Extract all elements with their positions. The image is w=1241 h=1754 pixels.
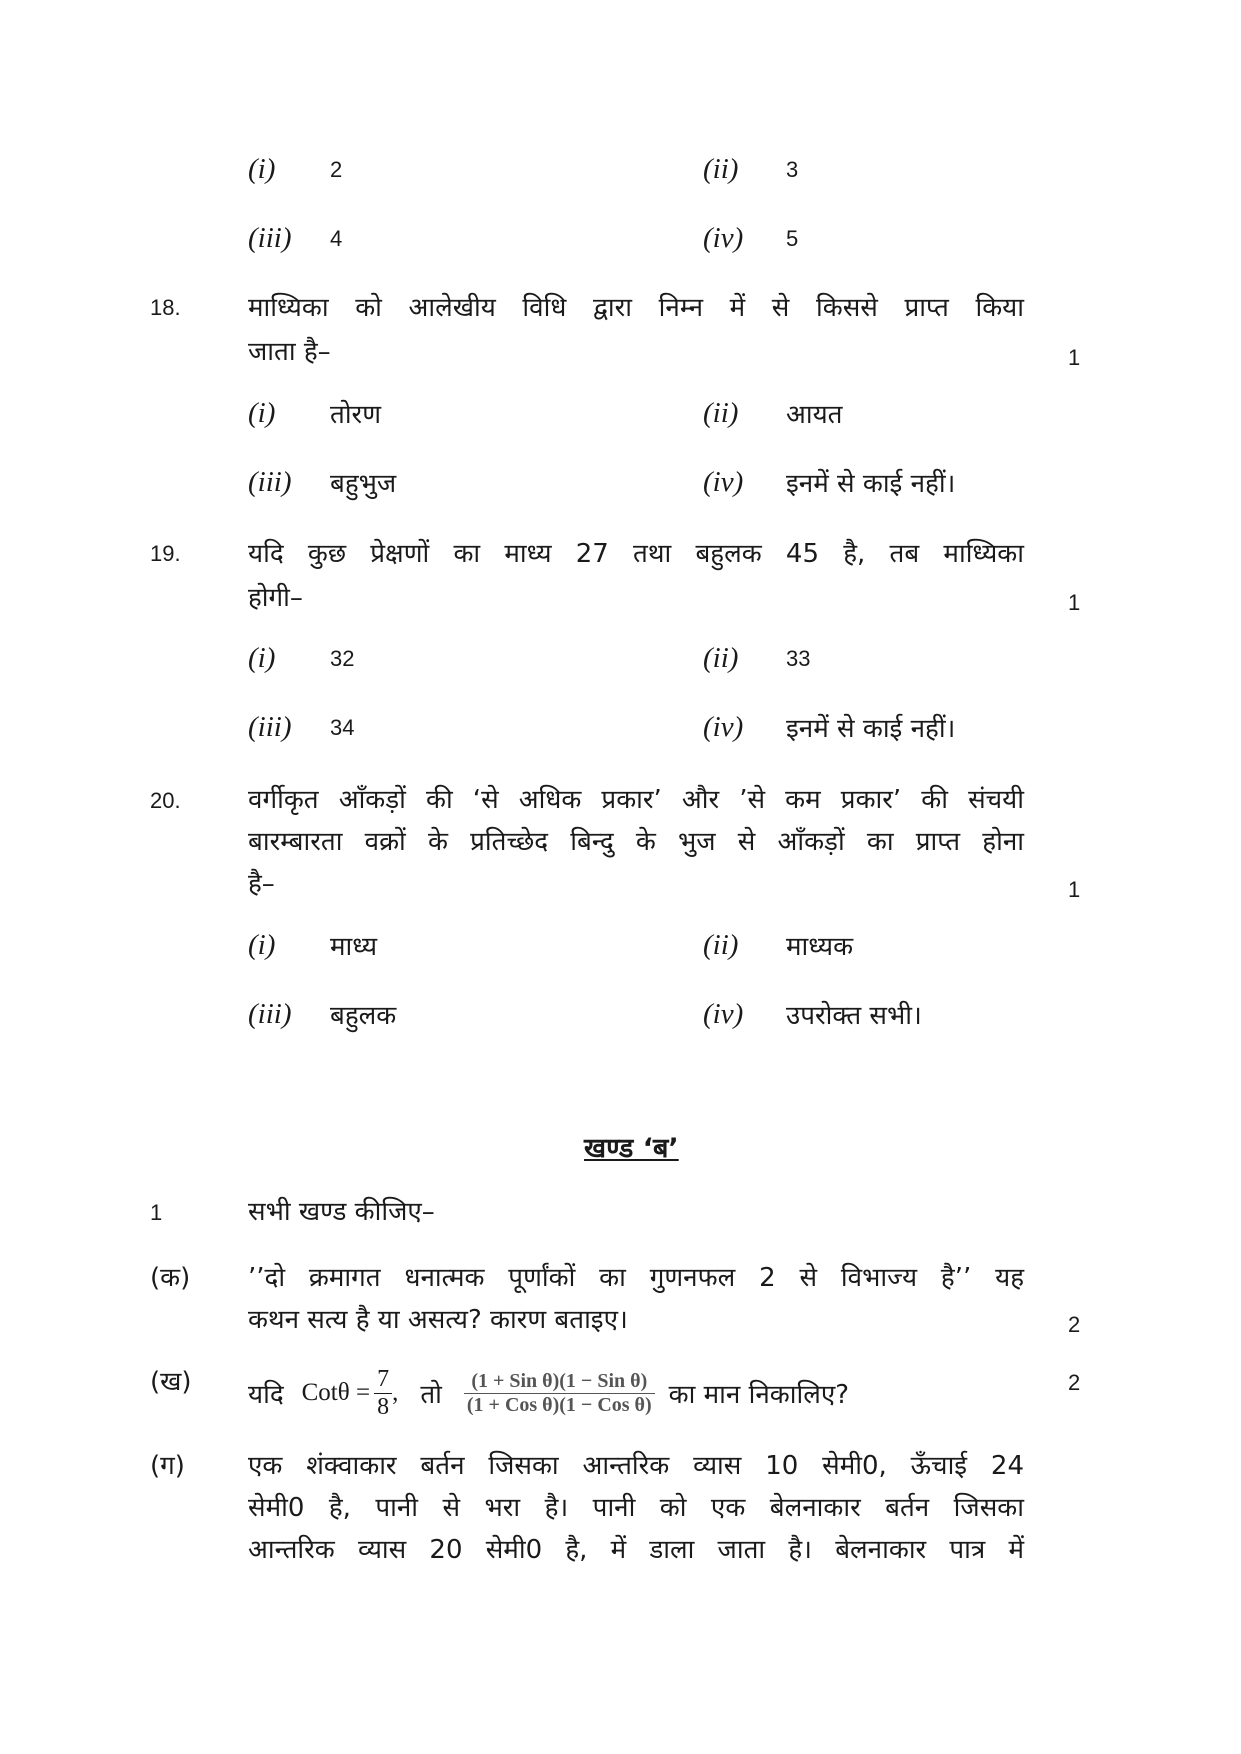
part-kha-cot-fraction [374,1366,392,1421]
q18-option-iii-text: बहुभुज [330,469,397,499]
q17-option-i-text: 2 [330,157,343,182]
q20-option-ii-label: (ii) [703,929,739,961]
part-kha-marks: 2 [1068,1370,1081,1395]
q20-option-ii-text: माध्यक [786,932,854,962]
part-ka-text-line1: ’’दो क्रमागत धनात्मक पूर्णांकों का गुणनफल 2 से विभाज्य है’’ यह [248,1263,1024,1293]
part-kha-comma: , [392,1379,399,1406]
part-ga-text-line2: सेमी0 है, पानी से भरा है। पानी को एक बेलनाकार बर्तन जिसका [248,1493,1024,1523]
q20-option-i-label: (i) [248,929,276,961]
q17-option-i-label: (i) [248,153,276,185]
q17-option-iv-label: (iv) [703,222,744,254]
q19-option-iv-text: इनमें से काई नहीं। [786,714,956,744]
q18-option-i-text: तोरण [330,400,381,430]
q19-option-i-text: 32 [330,646,355,671]
q19-number: 19. [150,541,181,566]
q20-text-line2: बारम्बारता वक्रों के प्रतिच्छेद बिन्दु के भुज से आँकड़ों का प्राप्त होना [248,827,1024,857]
part-kha-trig-fraction [464,1370,655,1417]
q17-option-iv-text: 5 [786,226,799,251]
q19-option-ii-label: (ii) [703,642,739,674]
q18-option-ii-text: आयत [786,400,843,430]
part-ga-text-line3: आन्तरिक व्यास 20 सेमी0 है, में डाला जाता है। बेलनाकार पात्र में [248,1535,1024,1565]
part-kha-label: (ख) [150,1367,192,1397]
q18-text-line2: जाता है– [248,337,331,367]
q19-option-i-label: (i) [248,642,276,674]
q19-option-ii-text: 33 [786,646,811,671]
q18-number: 18. [150,295,181,320]
part-kha-prefix: यदि [248,1380,284,1410]
q17-option-ii-label: (ii) [703,153,739,185]
q19-text-line2: होगी– [248,583,303,613]
section-b-heading: खण्ड ‘ब’ [584,1133,679,1164]
q18-option-iii-label: (iii) [248,466,292,498]
q19-option-iv-label: (iv) [703,711,744,743]
part-ga-text-line1: एक शंक्वाकार बर्तन जिसका आन्तरिक व्यास 10 सेमी0, ऊँचाई 24 [248,1451,1024,1481]
q20-marks: 1 [1068,877,1081,902]
q20-option-iv-label: (iv) [703,998,744,1030]
part-kha-to: तो [420,1380,442,1410]
q20-text-line3: है– [248,869,275,899]
q20-option-iii-text: बहुलक [330,1001,397,1031]
q19-marks: 1 [1068,590,1081,615]
section-b-q1-number: 1 [150,1200,163,1225]
q20-option-i-text: माध्य [330,932,378,962]
part-kha-cot-numerator: 7 [374,1366,392,1394]
q19-text-line1: यदि कुछ प्रेक्षणों का माध्य 27 तथा बहुलक 45 है, तब माध्यिका [248,539,1024,569]
q17-option-ii-text: 3 [786,157,799,182]
part-ga-label: (ग) [150,1451,185,1481]
part-kha-cot: Cotθ = [301,1379,371,1406]
q17-option-iii-label: (iii) [248,222,292,254]
part-kha-trig-denominator: (1 + Cos θ)(1 − Cos θ) [466,1393,652,1416]
q17-option-iii-text: 4 [330,226,343,251]
q18-option-iv-text: इनमें से काई नहीं। [786,469,956,499]
q20-text-line1: वर्गीकृत आँकड़ों की ‘से अधिक प्रकार’ और ’से कम प्रकार’ की संचयी [248,785,1024,815]
part-ka-label: (क) [150,1263,191,1293]
part-kha-suffix: का मान निकालिए? [668,1380,850,1410]
part-ka-text-line2: कथन सत्य है या असत्य? कारण बताइए। [248,1305,628,1335]
q18-marks: 1 [1068,345,1081,370]
part-kha-trig-numerator: (1 + Sin θ)(1 − Sin θ) [464,1370,655,1394]
q18-option-iv-label: (iv) [703,466,744,498]
q19-option-iii-text: 34 [330,715,355,740]
q18-option-i-label: (i) [248,397,276,429]
q18-text-line1: माध्यिका को आलेखीय विधि द्वारा निम्न में से किससे प्राप्त किया [248,293,1024,323]
section-b-q1-text: सभी खण्ड कीजिए– [248,1197,435,1227]
part-kha-expression [248,1362,849,1424]
part-ka-marks: 2 [1068,1312,1081,1337]
q20-option-iv-text: उपरोक्त सभी। [786,1001,922,1031]
part-kha-cot-denominator: 8 [377,1393,390,1420]
q19-option-iii-label: (iii) [248,711,292,743]
q18-option-ii-label: (ii) [703,397,739,429]
q20-option-iii-label: (iii) [248,998,292,1030]
q20-number: 20. [150,788,181,813]
